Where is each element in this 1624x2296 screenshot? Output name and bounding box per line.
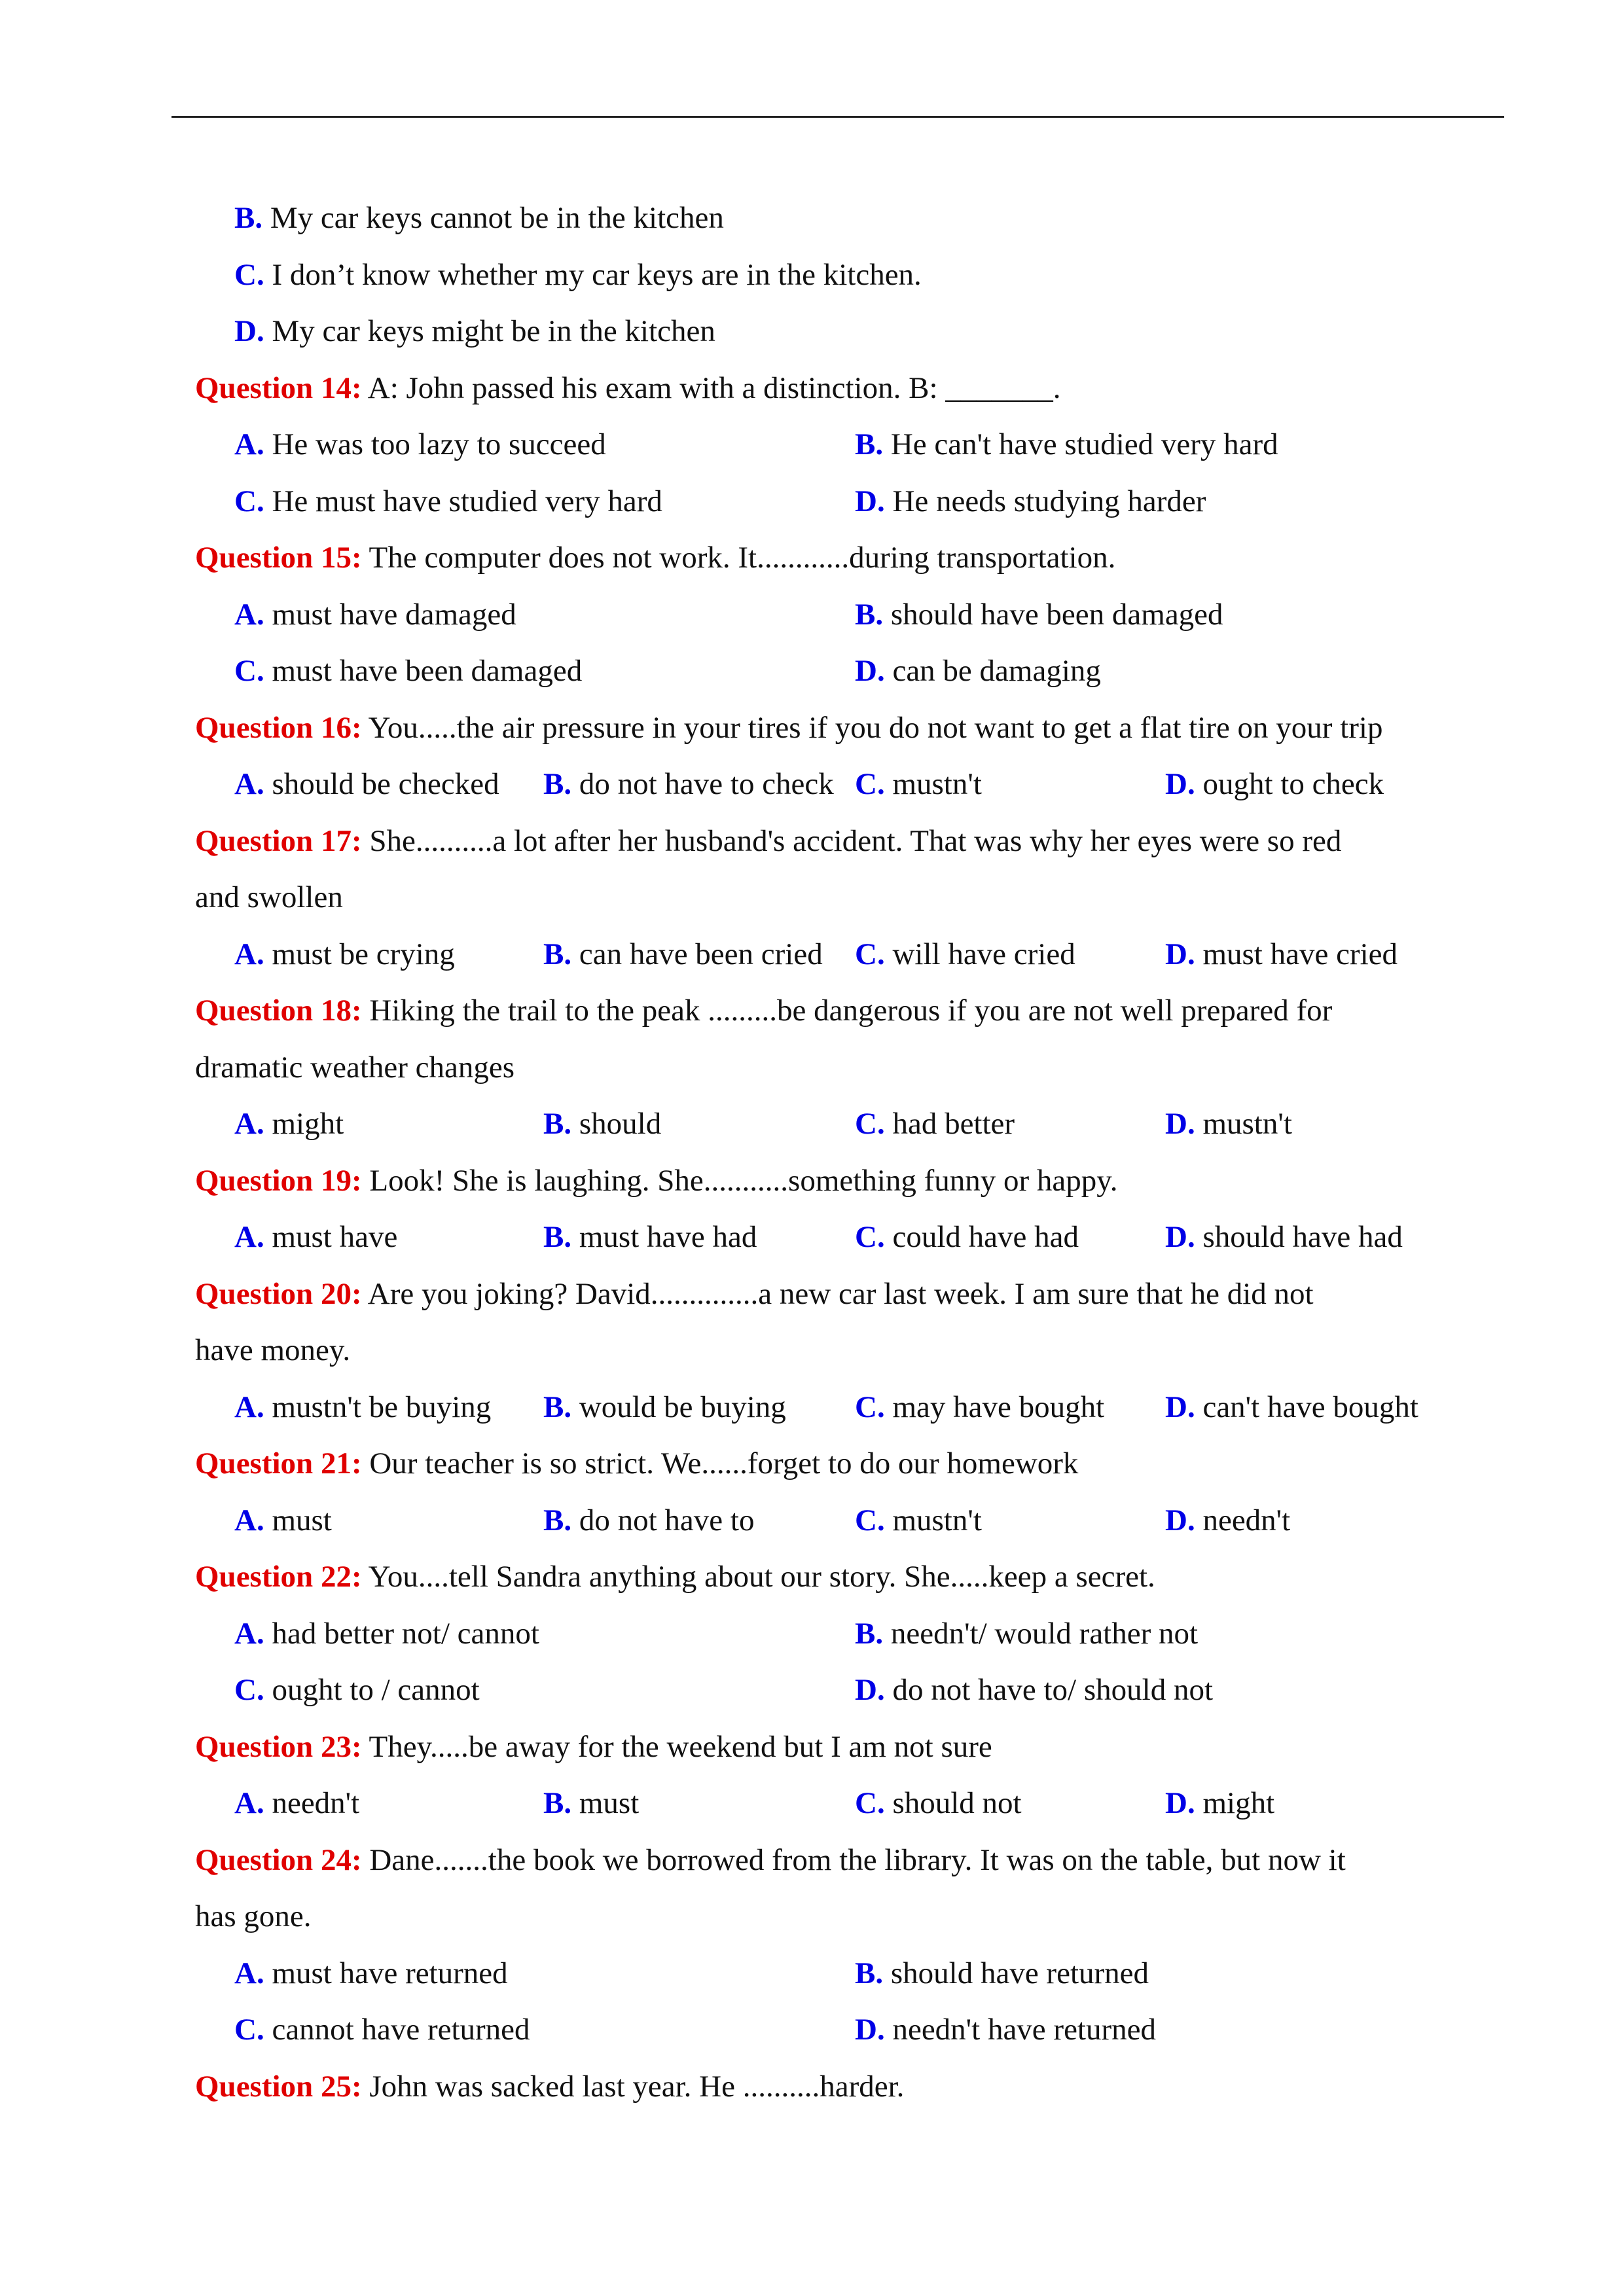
option-row <box>195 1492 1504 1549</box>
option-letter: D. <box>1165 1503 1195 1537</box>
question-stem-continued: and swollen <box>195 880 343 914</box>
option-text: needn't <box>1202 1503 1291 1537</box>
option-letter: B. <box>855 427 884 461</box>
option-row <box>195 190 1504 247</box>
question-label: Question 22: <box>195 1560 362 1594</box>
option-row <box>195 1662 1504 1719</box>
option-letter: C. <box>234 2013 264 2047</box>
option-text: must have <box>272 1220 398 1254</box>
option-row <box>195 473 1504 530</box>
option-letter: B. <box>855 1616 884 1651</box>
question-label: Question 25: <box>195 2069 362 2104</box>
option-text: ought to check <box>1202 767 1384 801</box>
option-text: He can't have studied very hard <box>890 427 1278 461</box>
option-text: do not have to <box>579 1503 755 1537</box>
option-b <box>543 1209 757 1266</box>
option-text: should <box>579 1107 662 1141</box>
question-stem: The computer does not work. It............during transportation. <box>361 541 1116 575</box>
option-letter: B. <box>543 1503 572 1537</box>
question-stem: A: John passed his exam with a distinction. B: _______. <box>361 370 1061 405</box>
option-letter: A. <box>234 937 264 971</box>
option-text: My car keys cannot be in the kitchen <box>270 201 724 235</box>
option-c <box>234 1662 480 1719</box>
option-b <box>855 1605 1198 1662</box>
option-text: must have cried <box>1202 937 1398 971</box>
option-letter: A. <box>234 1503 264 1537</box>
option-letter: A. <box>234 597 264 632</box>
option-letter: C. <box>855 1786 885 1820</box>
option-d <box>855 473 1206 530</box>
option-row <box>195 586 1504 643</box>
option-text: should be checked <box>272 767 499 801</box>
question-18 <box>195 982 1504 1039</box>
question-21 <box>195 1435 1504 1492</box>
option-text: would be buying <box>579 1390 786 1424</box>
option-text: do not have to check <box>579 767 834 801</box>
option-row <box>195 643 1504 700</box>
option-a <box>234 416 606 473</box>
question-20 <box>195 1266 1504 1323</box>
option-letter: B. <box>543 937 572 971</box>
option-letter: A. <box>234 427 264 461</box>
option-letter: B. <box>543 1220 572 1254</box>
option-text: will have cried <box>892 937 1075 971</box>
option-c <box>234 643 582 700</box>
option-row <box>195 1945 1504 2002</box>
option-text: He needs studying harder <box>892 484 1206 518</box>
option-d <box>855 1662 1213 1719</box>
question-25 <box>195 2058 1504 2115</box>
option-letter: D. <box>1165 767 1195 801</box>
option-letter: B. <box>543 1786 572 1820</box>
option-row <box>195 2001 1504 2058</box>
question-stem: You.....the air pressure in your tires if you do not want to get a flat tire on your trip <box>361 710 1383 745</box>
option-letter: B. <box>855 597 884 632</box>
option-b <box>234 190 724 247</box>
question-stem: Our teacher is so strict. We......forget to do our homework <box>361 1446 1079 1480</box>
option-d <box>1165 1096 1292 1153</box>
option-text: must <box>579 1786 640 1820</box>
option-text: He was too lazy to succeed <box>272 427 606 461</box>
option-d <box>855 2001 1156 2058</box>
question-label: Question 23: <box>195 1729 362 1764</box>
option-letter: C. <box>234 484 264 518</box>
option-row <box>195 1775 1504 1832</box>
question-label: Question 14: <box>195 370 362 405</box>
question-label: Question 24: <box>195 1842 362 1877</box>
question-label: Question 15: <box>195 541 362 575</box>
option-letter: D. <box>234 314 264 348</box>
question-22 <box>195 1549 1504 1605</box>
option-letter: B. <box>543 1390 572 1424</box>
option-text: He must have studied very hard <box>272 484 662 518</box>
option-a <box>234 1209 397 1266</box>
option-text: must <box>272 1503 332 1537</box>
option-text: might <box>1202 1786 1275 1820</box>
option-text: had better <box>892 1107 1015 1141</box>
question-stem: Look! She is laughing. She...........something funny or happy. <box>361 1163 1118 1198</box>
option-row <box>195 1379 1504 1436</box>
option-a <box>234 756 499 813</box>
question-stem: Dane.......the book we borrowed from the library. It was on the table, but now it <box>361 1842 1346 1877</box>
option-text: can't have bought <box>1202 1390 1418 1424</box>
option-letter: C. <box>234 1673 264 1707</box>
option-letter: D. <box>855 2013 885 2047</box>
option-c <box>234 2001 530 2058</box>
question-label: Question 19: <box>195 1163 362 1198</box>
header-rule <box>171 116 1504 118</box>
option-text: must have damaged <box>272 597 516 632</box>
option-d <box>1165 756 1384 813</box>
option-letter: C. <box>234 257 264 292</box>
option-text: I don’t know whether my car keys are in the kitchen. <box>272 257 922 292</box>
option-text: could have had <box>892 1220 1079 1254</box>
option-letter: A. <box>234 1786 264 1820</box>
option-b <box>543 756 834 813</box>
option-letter: A. <box>234 1956 264 1990</box>
option-c <box>855 1209 1079 1266</box>
option-letter: A. <box>234 1220 264 1254</box>
option-text: should not <box>892 1786 1022 1820</box>
option-b <box>543 1492 754 1549</box>
option-text: should have returned <box>890 1956 1149 1990</box>
question-label: Question 16: <box>195 710 362 745</box>
option-letter: A. <box>234 1107 264 1141</box>
option-d <box>1165 1209 1403 1266</box>
question-label: Question 20: <box>195 1276 362 1311</box>
option-letter: D. <box>855 1673 885 1707</box>
option-text: may have bought <box>892 1390 1105 1424</box>
option-d <box>855 643 1101 700</box>
option-row <box>195 926 1504 983</box>
option-a <box>234 1945 508 2002</box>
option-b <box>543 926 823 983</box>
option-letter: C. <box>855 1390 885 1424</box>
option-letter: C. <box>855 1220 885 1254</box>
option-text: mustn't <box>1202 1107 1292 1141</box>
option-a <box>234 1096 344 1153</box>
option-b <box>855 416 1278 473</box>
question-label: Question 21: <box>195 1446 362 1480</box>
option-text: My car keys might be in the kitchen <box>272 314 715 348</box>
question-14 <box>195 360 1504 417</box>
option-letter: D. <box>1165 937 1195 971</box>
question-stem: You....tell Sandra anything about our story. She.....keep a secret. <box>361 1560 1155 1594</box>
option-a <box>234 1605 539 1662</box>
option-text: mustn't <box>892 1503 982 1537</box>
option-letter: C. <box>855 767 885 801</box>
question-stem: Are you joking? David..............a new car last week. I am sure that he did not <box>361 1276 1314 1311</box>
option-letter: B. <box>543 1107 572 1141</box>
option-letter: D. <box>1165 1220 1195 1254</box>
option-letter: A. <box>234 1616 264 1651</box>
option-d <box>1165 1775 1274 1832</box>
question-stem-continued: have money. <box>195 1333 351 1367</box>
option-text: do not have to/ should not <box>892 1673 1214 1707</box>
option-d <box>234 303 715 360</box>
question-23 <box>195 1719 1504 1776</box>
option-letter: D. <box>1165 1786 1195 1820</box>
option-letter: C. <box>234 654 264 688</box>
option-text: must have had <box>579 1220 757 1254</box>
option-letter: C. <box>855 937 885 971</box>
option-letter: D. <box>855 484 885 518</box>
option-text: should have been damaged <box>890 597 1223 632</box>
question-stem: Hiking the trail to the peak .........be dangerous if you are not well prepared for <box>361 994 1333 1028</box>
option-letter: B. <box>855 1956 884 1990</box>
option-text: mustn't <box>892 767 982 801</box>
option-b <box>543 1096 661 1153</box>
option-letter: B. <box>234 201 263 235</box>
option-text: ought to / cannot <box>272 1673 480 1707</box>
option-letter: C. <box>855 1107 885 1141</box>
question-stem: She..........a lot after her husband's accident. That was why her eyes were so red <box>361 823 1342 858</box>
option-c <box>855 1096 1015 1153</box>
option-a <box>234 926 455 983</box>
option-row <box>195 247 1504 304</box>
document-body <box>195 190 1504 2115</box>
option-b <box>855 586 1223 643</box>
option-letter: A. <box>234 1390 264 1424</box>
option-row <box>195 1605 1504 1662</box>
option-text: mustn't be buying <box>272 1390 492 1424</box>
option-c <box>855 1775 1022 1832</box>
option-text: might <box>272 1107 344 1141</box>
option-text: had better not/ cannot <box>272 1616 539 1651</box>
option-text: needn't <box>272 1786 360 1820</box>
option-c <box>855 926 1075 983</box>
option-a <box>234 1379 491 1436</box>
question-stem-continued: has gone. <box>195 1899 312 1933</box>
question-stem-continued: dramatic weather changes <box>195 1050 515 1085</box>
option-c <box>234 473 662 530</box>
option-row <box>195 303 1504 360</box>
question-16 <box>195 700 1504 757</box>
option-row <box>195 416 1504 473</box>
option-a <box>234 1775 359 1832</box>
option-d <box>1165 1492 1290 1549</box>
question-label: Question 18: <box>195 994 362 1028</box>
option-c <box>855 1492 982 1549</box>
option-text: should have had <box>1202 1220 1403 1254</box>
option-c <box>855 756 982 813</box>
option-b <box>543 1775 639 1832</box>
option-a <box>234 586 516 643</box>
option-letter: D. <box>1165 1107 1195 1141</box>
option-c <box>855 1379 1104 1436</box>
question-19 <box>195 1153 1504 1210</box>
option-row <box>195 1096 1504 1153</box>
option-text: can be damaging <box>892 654 1101 688</box>
option-b <box>855 1945 1149 2002</box>
option-letter: C. <box>855 1503 885 1537</box>
option-text: must be crying <box>272 937 455 971</box>
option-text: needn't have returned <box>892 2013 1157 2047</box>
option-letter: D. <box>1165 1390 1195 1424</box>
option-d <box>1165 926 1398 983</box>
question-24 <box>195 1832 1504 1889</box>
option-a <box>234 1492 332 1549</box>
option-row <box>195 756 1504 813</box>
question-stem: John was sacked last year. He ..........harder. <box>361 2069 905 2104</box>
option-text: can have been cried <box>579 937 823 971</box>
option-row <box>195 1209 1504 1266</box>
option-c <box>234 247 922 304</box>
option-letter: D. <box>855 654 885 688</box>
option-letter: A. <box>234 767 264 801</box>
question-15 <box>195 529 1504 586</box>
option-b <box>543 1379 786 1436</box>
question-label: Question 17: <box>195 823 362 858</box>
option-text: needn't/ would rather not <box>890 1616 1199 1651</box>
option-d <box>1165 1379 1418 1436</box>
option-text: must have been damaged <box>272 654 583 688</box>
option-letter: B. <box>543 767 572 801</box>
option-text: cannot have returned <box>272 2013 530 2047</box>
question-17 <box>195 813 1504 870</box>
option-text: must have returned <box>272 1956 508 1990</box>
question-stem: They.....be away for the weekend but I am not sure <box>361 1729 992 1764</box>
